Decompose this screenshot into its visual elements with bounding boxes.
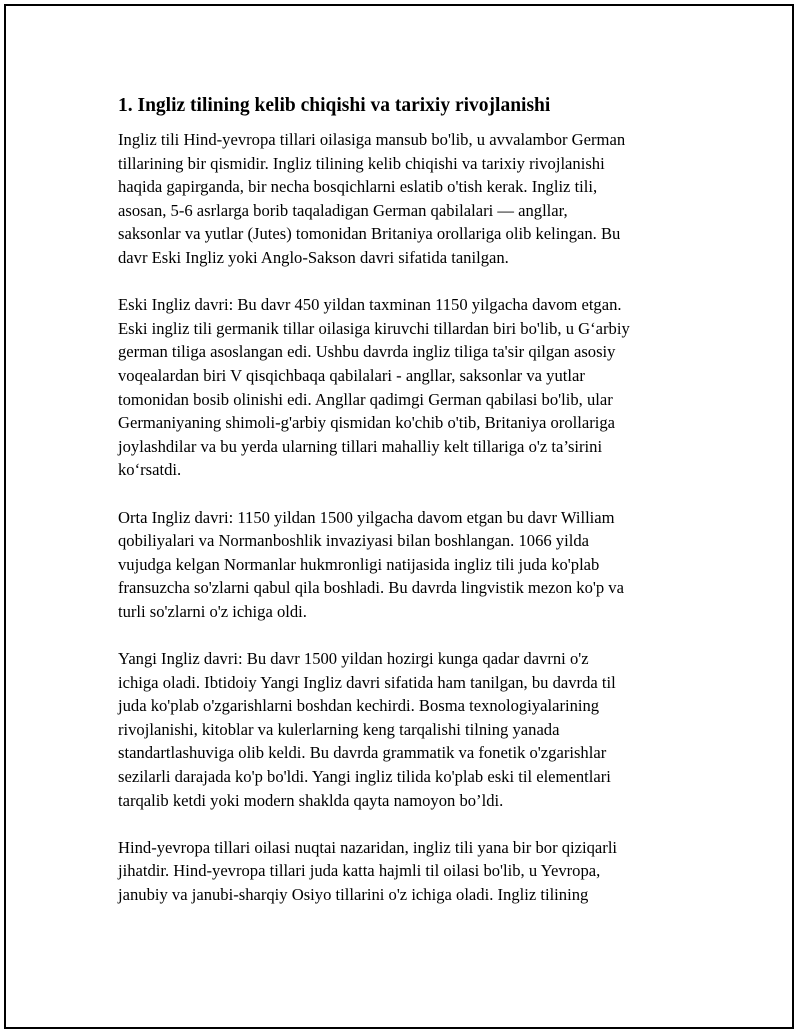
paragraph-line: haqida gapirganda, bir necha bosqichlarni eslatib o'tish kerak. Ingliz tili, xyxy=(118,177,598,197)
paragraph xyxy=(118,836,718,907)
paragraph-line: qobiliyalari va Normanboshlik invaziyasi bilan boshlangan. 1066 yilda xyxy=(118,531,589,551)
paragraph-line: vujudga kelgan Normanlar hukmronligi natijasida ingliz tili juda ko'plab xyxy=(118,554,600,574)
paragraph-line: ichiga oladi. Ibtidoiy Yangi Ingliz davri sifatida ham tanilgan, bu davrda til xyxy=(118,672,616,692)
paragraph-line: tillarining bir qismidir. Ingliz tilining kelib chiqishi va tarixiy rivojlanishi xyxy=(118,153,605,173)
paragraph-line: Eski ingliz tili germanik tillar oilasiga kiruvchi tillardan biri bo'lib, u G‘arbiy xyxy=(118,318,630,338)
section-title: 1. Ingliz tilining kelib chiqishi va tarixiy rivojlanishi xyxy=(118,95,551,116)
paragraph-line: tarqalib ketdi yoki modern shaklda qayta namoyon bo’ldi. xyxy=(118,790,504,810)
paragraph-line: jihatdir. Hind-yevropa tillari juda katta hajmli til oilasi bo'lib, u Yevropa, xyxy=(118,861,601,881)
paragraph-line: juda ko'plab o'zgarishlarni boshdan kechirdi. Bosma texnologiyalarining xyxy=(118,696,600,716)
paragraph-line: tomonidan bosib olinishi edi. Angllar qadimgi German qabilasi bo'lib, ular xyxy=(118,389,613,409)
paragraph-line: standartlashuviga olib keldi. Bu davrda grammatik va fonetik o'zgarishlar xyxy=(118,743,607,763)
paragraphs-container xyxy=(118,128,718,907)
paragraph-line: fransuzcha so'zlarni qabul qila boshladi. Bu davrda lingvistik mezon ko'p va xyxy=(118,578,624,598)
paragraph-line: voqealardan biri V qisqichbaqa qabilalari - angllar, saksonlar va yutlar xyxy=(118,365,585,385)
paragraph-line: ko‘rsatdi. xyxy=(118,460,182,480)
paragraph-line: saksonlar va yutlar (Jutes) tomonidan Britaniya orollariga olib kelingan. Bu xyxy=(118,224,621,244)
document-body xyxy=(118,92,718,930)
paragraph-line: Ingliz tili Hind-yevropa tillari oilasiga mansub bo'lib, u avvalambor German xyxy=(118,130,626,149)
paragraph-line: Orta Ingliz davri: 1150 yildan 1500 yilgacha davom etgan bu davr William xyxy=(118,507,615,527)
paragraph xyxy=(118,506,718,624)
paragraph-line: asosan, 5-6 asrlarga borib taqaladigan German qabilalari — angllar, xyxy=(118,200,568,220)
paragraph-line: davr Eski Ingliz yoki Anglo-Sakson davri sifatida tanilgan. xyxy=(118,247,509,267)
paragraph-line: joylashdilar va bu yerda ularning tillari mahalliy kelt tillariga o'z ta’sirini xyxy=(118,436,603,456)
paragraph-line: german tiliga asoslangan edi. Ushbu davrda ingliz tiliga ta'sir qilgan asosiy xyxy=(118,342,616,362)
paragraph-line: Eski Ingliz davri: Bu davr 450 yildan taxminan 1150 yilgacha davom etgan. xyxy=(118,295,622,315)
paragraph-line: turli so'zlarni o'z ichiga oldi. xyxy=(118,601,307,621)
paragraph-line: Hind-yevropa tillari oilasi nuqtai nazaridan, ingliz tili yana bir bor qiziqarli xyxy=(118,837,618,857)
paragraph-line: janubiy va janubi-sharqiy Osiyo tillarini o'z ichiga oladi. Ingliz tilining xyxy=(118,885,589,904)
paragraph-line: Germaniyaning shimoli-g'arbiy qismidan ko'chib o'tib, Britaniya orollariga xyxy=(118,413,616,433)
paragraph-line: Yangi Ingliz davri: Bu davr 1500 yildan hozirgi kunga qadar davrni o'z xyxy=(118,649,589,669)
paragraph xyxy=(118,293,718,482)
paragraph xyxy=(118,647,718,812)
paragraph-line: sezilarli darajada ko'p bo'ldi. Yangi ingliz tilida ko'plab eski til elementlari xyxy=(118,767,611,787)
paragraph xyxy=(118,128,718,270)
paragraph-line: rivojlanishi, kitoblar va kulerlarning keng tarqalishi tilning yanada xyxy=(118,719,560,739)
